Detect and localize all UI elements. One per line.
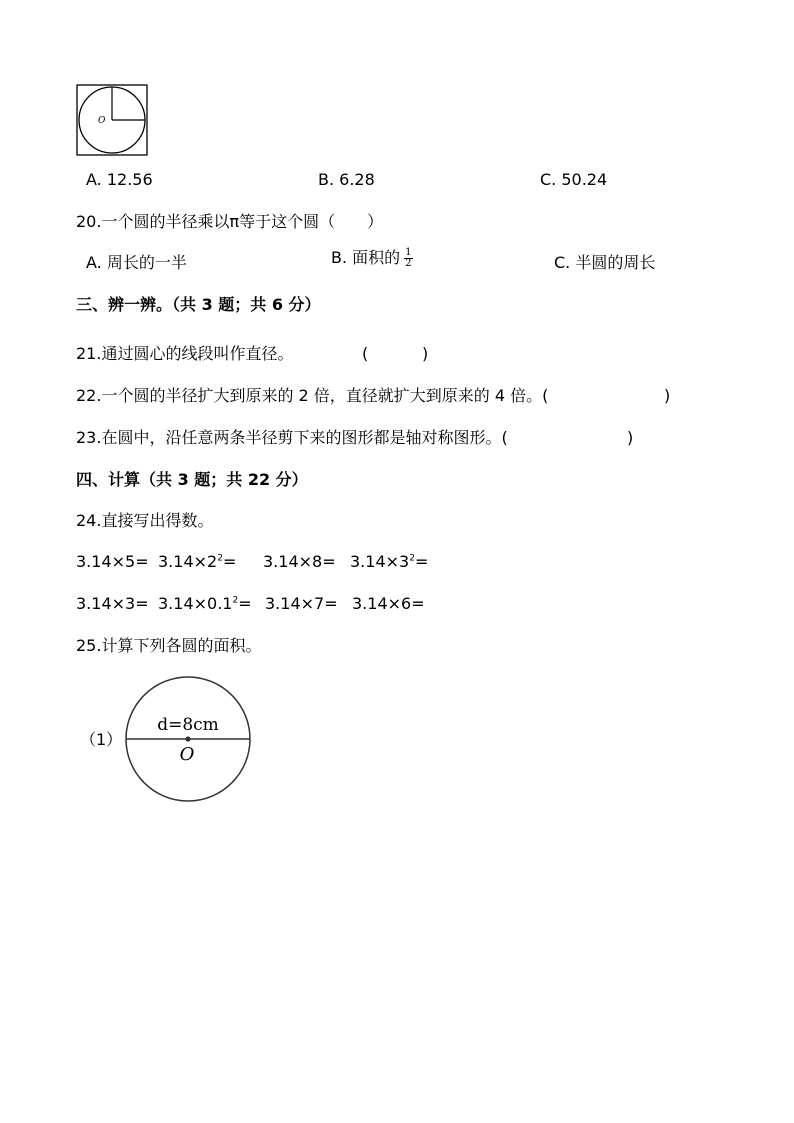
q20-option-c[interactable]: C. 半圆的周长 (554, 253, 656, 272)
expr-base: 3.14×8= (263, 552, 336, 571)
fraction-one-half (404, 248, 412, 269)
center-label: O (179, 744, 195, 765)
q24-row1-item4 (350, 552, 428, 572)
q23-text: 23.在圆中，沿任意两条半径剪下来的图形都是轴对称图形。( (76, 428, 508, 447)
q24-row1-item2 (158, 552, 236, 572)
q24-row2-item1 (76, 594, 149, 614)
q24-row2-item3 (265, 594, 338, 614)
circle-diameter-diagram (124, 675, 254, 803)
expr-tail: = (238, 594, 252, 613)
expr-base: 3.14×7= (265, 594, 338, 613)
fraction-numerator: 1 (405, 247, 412, 258)
section-3-title: 三、辨一辨。（共 3 题；共 6 分） (76, 295, 321, 314)
expr-tail: = (222, 552, 237, 571)
q19-option-c[interactable]: C. 50.24 (540, 170, 608, 189)
q25-circle-figure (124, 675, 254, 803)
expr-tail: = (414, 552, 429, 571)
q19-option-b[interactable]: B. 6.28 (318, 170, 375, 189)
q25-item-1-label: （1） (80, 730, 123, 749)
q21-answer-open[interactable]: ( (362, 344, 369, 363)
center-point (185, 736, 190, 741)
expr-exponent: 2 (232, 595, 239, 606)
q24-row2-item4 (352, 594, 425, 614)
section-4-title: 四、计算（共 3 题；共 22 分） (76, 470, 308, 489)
expr-base: 3.14×3 (350, 552, 410, 571)
center-label: O (98, 116, 106, 126)
q21-text: 21.通过圆心的线段叫作直径。 (76, 344, 294, 363)
q22-text: 22.一个圆的半径扩大到原来的 2 倍，直径就扩大到原来的 4 倍。( (76, 386, 549, 405)
diameter-label: d=8cm (157, 715, 219, 735)
q20-option-b-text: B. 面积的 (331, 248, 401, 267)
q20-option-b[interactable] (331, 248, 413, 269)
q21-answer-close[interactable]: ) (422, 344, 429, 363)
q24-row1-item3 (263, 552, 336, 572)
q23-answer-close[interactable]: ) (627, 428, 634, 447)
expr-exponent: 2 (217, 553, 223, 564)
q24-stem: 24.直接写出得数。 (76, 511, 214, 530)
q19-option-a[interactable]: A. 12.56 (86, 170, 153, 189)
q22-answer-close[interactable]: ) (664, 386, 671, 405)
q24-row2-item2 (158, 594, 252, 614)
q20-option-a[interactable]: A. 周长的一半 (86, 253, 187, 272)
fraction-denominator: 2 (405, 258, 412, 269)
expr-base: 3.14×2 (158, 552, 218, 571)
expr-exponent: 2 (409, 553, 415, 564)
expr-base: 3.14×0.1 (158, 594, 233, 613)
q25-stem: 25.计算下列各圆的面积。 (76, 636, 262, 655)
expr-base: 3.14×3= (76, 594, 149, 613)
q19-figure (76, 84, 148, 156)
expr-base: 3.14×5= (76, 552, 149, 571)
q24-row1-item1 (76, 552, 149, 572)
expr-base: 3.14×6= (352, 594, 425, 613)
q20-stem: 20.一个圆的半径乘以π等于这个圆（ ） (76, 212, 384, 231)
square-circle-diagram (76, 84, 148, 156)
